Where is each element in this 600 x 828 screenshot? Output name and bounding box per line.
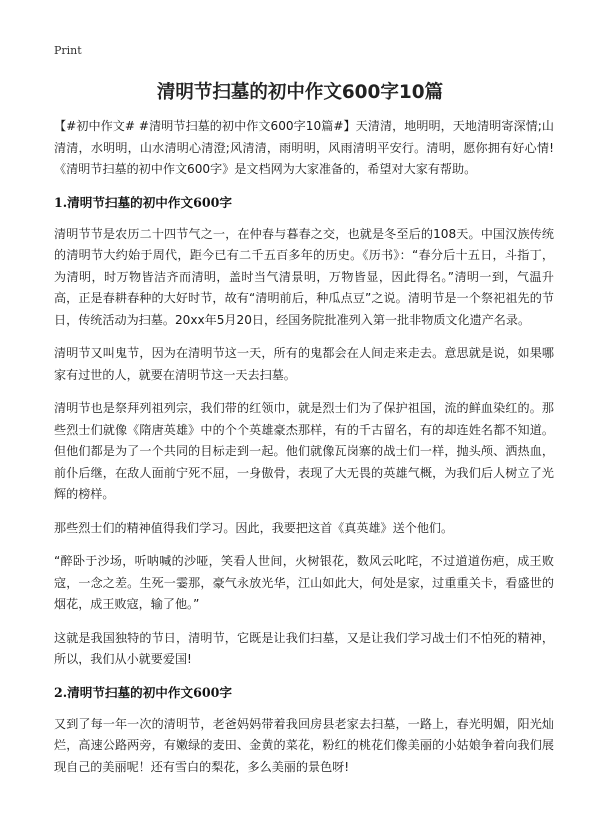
section-1-paragraph-5: “醉卧于沙场，听呐喊的沙哑，笑看人世间，火树银花，数风云叱咤，不过道道伤疤，成王败寇，一念之差。生死一霎那，豪气永放光华，江山如此大，何处是家，过重重关卡，看盛世的烟花，成王败寇，输了他。” <box>54 554 554 611</box>
section-1-paragraph-2: 清明节又叫鬼节，因为在清明节这一天，所有的鬼都会在人间走来走去。意思就是说，如果哪家有过世的人，就要在清明节这一天去扫墓。 <box>54 346 554 382</box>
section-1-paragraph-6: 这就是我国独特的节日，清明节，它既是让我们扫墓，又是让我们学习战士们不怕死的精神，所以，我们从小就要爱国! <box>54 630 554 666</box>
section-2-paragraph-1: 又到了每一年一次的清明节，老爸妈妈带着我回房县老家去扫墓，一路上，春光明媚，阳光灿烂，高速公路两旁，有嫩绿的麦田、金黄的菜花，粉红的桃花们像美丽的小姑娘争着向我们展现自己的美丽呢！还有雪白的梨花，多么美丽的景色呀! <box>54 716 554 774</box>
article-body <box>54 116 554 790</box>
section-heading-2: 2.清明节扫墓的初中作文600字 <box>54 684 232 700</box>
section-1-paragraph-4: 那些烈士们的精神值得我们学习。因此，我要把这首《真英雄》送个他们。 <box>54 520 454 535</box>
section-heading-1: 1.清明节扫墓的初中作文600字 <box>54 194 232 210</box>
page-title: 清明节扫墓的初中作文600字10篇 <box>156 82 444 103</box>
section-1-paragraph-1: 清明节节是农历二十四节气之一，在仲春与暮春之交，也就是冬至后的108天。中国汉族传统的清明节大约始于周代，距今已有二千五百多年的历史。《历书》：“春分后十五日，斗指丁，为清明，时万物皆洁齐而清明，盖时当气清景明，万物皆显，因此得名。”清明一到，气温升高，正是春耕春种的大好时节，故有“清明前后，种瓜点豆”之说。清明节是一个祭祀祖先的节日，传统活动为扫墓。20xx年5月20日，经国务院批准列入第一批非物质文化遗产名录。 <box>54 226 554 327</box>
print-link[interactable]: Print <box>54 44 82 57</box>
intro-paragraph: 【#初中作文# #清明节扫墓的初中作文600字10篇#】天清清，地明明，天地清明寄深情;山清清，水明明，山水清明心清澄;风清清，雨明明，风雨清明平安行。清明，愿你拥有好心情!《清明节扫墓的初中作文600字》是文档网为大家准备的，希望对大家有帮助。 <box>54 119 554 176</box>
section-1-paragraph-3: 清明节也是祭拜列祖列宗，我们带的红领巾，就是烈士们为了保护祖国，流的鲜血染红的。那些烈士们就像《隋唐英雄》中的个个英雄豪杰那样，有的千古留名，有的却连姓名都不知道。但他们都是为了一个共同的目标走到一起。他们就像瓦岗寨的战士们一样，抛头颅、洒热血，前仆后继，在敌人面前宁死不屈，一身傲骨，表现了大无畏的英雄气概，为我们后人树立了光辉的榜样。 <box>54 401 554 501</box>
